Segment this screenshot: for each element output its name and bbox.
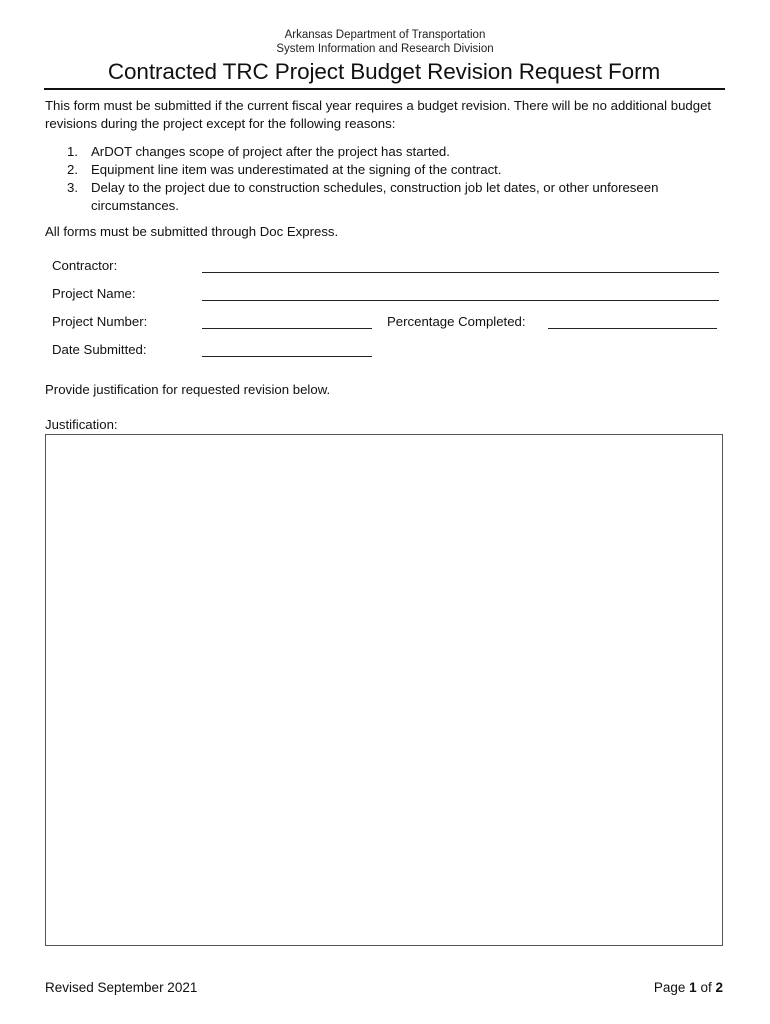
revision-date: Revised September 2021 (45, 980, 198, 995)
title-underline (44, 88, 725, 90)
intro-paragraph: This form must be submitted if the current fiscal year requires a budget revision. There will be no additional budget revisions during the project except for the following reasons: (45, 98, 712, 131)
project-name-label: Project Name: (52, 286, 136, 301)
contractor-label: Contractor: (52, 258, 118, 273)
page-of: of (700, 980, 712, 995)
page-current: 1 (689, 980, 697, 995)
project-name-field[interactable] (202, 300, 719, 301)
percentage-completed-label: Percentage Completed: (387, 314, 526, 329)
reason-number: 3. (67, 180, 78, 195)
reason-item (67, 143, 717, 161)
reason-item (67, 161, 717, 179)
justification-label: Justification: (45, 417, 118, 432)
reason-text: ArDOT changes scope of project after the project has started. (91, 144, 450, 159)
reason-text: Equipment line item was underestimated at the signing of the contract. (91, 162, 502, 177)
reason-number: 1. (67, 144, 78, 159)
contractor-field[interactable] (202, 272, 719, 273)
project-number-label: Project Number: (52, 314, 148, 329)
reason-item (67, 179, 717, 215)
reasons-list (67, 143, 717, 215)
page-total: 2 (715, 980, 723, 995)
form-title: Contracted TRC Project Budget Revision Request Form (107, 59, 661, 84)
reason-number: 2. (67, 162, 78, 177)
date-submitted-label: Date Submitted: (52, 342, 147, 357)
project-number-field[interactable] (202, 328, 372, 329)
percentage-completed-field[interactable] (548, 328, 717, 329)
justification-instructions: Provide justification for requested revision below. (45, 382, 331, 397)
agency-line-2: System Information and Research Division (276, 43, 494, 55)
page-indicator (654, 980, 723, 995)
date-submitted-field[interactable] (202, 356, 372, 357)
submission-note: All forms must be submitted through Doc Express. (45, 224, 339, 239)
justification-textbox[interactable] (45, 434, 723, 946)
reason-text: Delay to the project due to construction schedules, construction job let dates, or other unforeseen circumstances. (91, 180, 659, 213)
page-prefix: Page (653, 980, 686, 995)
agency-line-1: Arkansas Department of Transportation (284, 29, 486, 41)
